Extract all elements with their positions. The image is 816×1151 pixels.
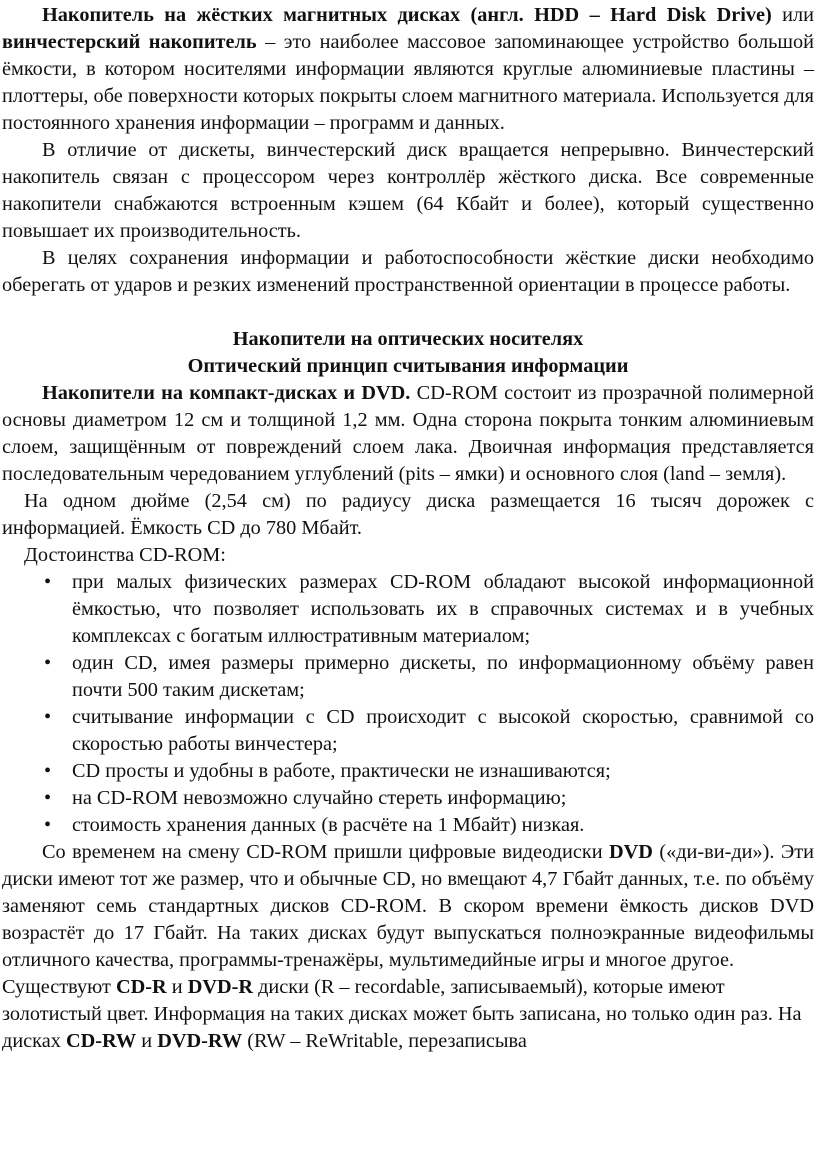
- hdd-care-paragraph: В целях сохранения информации и работоспособности жёсткие диски необходимо оберегать от ударов и резких изменений пространственной ориентации в процессе работы.: [2, 247, 814, 296]
- bullet-icon: •: [44, 760, 52, 782]
- winchester-paragraph: В отличие от дискеты, винчестерский диск вращается непрерывно. Винчестерский накопитель связан с процессором через контроллёр жёсткого диска. Все современные накопители снабжаются встроенным кэшем (64 Кбайт и более), который существенно повышает их производительность.: [2, 139, 814, 242]
- dvd-paragraph: Со временем на смену CD-ROM пришли цифровые видеодиски DVD («ди-ви-ди»). Эти диски имеют тот же размер, что и обычные CD, но вмещают 4,7 Гбайт данных, т.е. по объёму заменяют семь стандартных дисков CD-ROM. В скором времени ёмкость дисков DVD возрастёт до 17 Гбайт. На таких дисках будут выпускаться полноэкранные видеофильмы отличного качества, программы-тренажёры, мультимедийные игры и многое другое.: [2, 841, 815, 971]
- advantages-title: Достоинства CD-ROM:: [24, 544, 226, 566]
- dvd-rw-term: DVD-RW: [157, 1030, 243, 1052]
- dvd-term: DVD: [608, 841, 653, 863]
- section-heading: Накопители на оптических носителях: [232, 328, 584, 350]
- cd-r-term: CD-R: [116, 976, 167, 998]
- section-gap: [2, 299, 814, 326]
- cd-capacity-paragraph: На одном дюйме (2,54 см) по радиусу диска размещается 16 тысяч дорожек с информацией. Ёмкость CD до 780 Мбайт.: [2, 490, 814, 539]
- list-item: • CD просты и удобны в работе, практически не изнашиваются;: [2, 758, 814, 785]
- dvd-r-term: DVD-R: [187, 976, 254, 998]
- bullet-icon: •: [44, 814, 52, 836]
- hdd-paragraph: Накопитель на жёстких магнитных дисках (англ. HDD – Hard Disk Drive) или винчестерский накопитель – это наиболее массовое запоминающее устройство большой ёмкости, в котором носителями информации являются круглые алюминиевые пластины – плоттеры, обе поверхности которых покрыты слоем магнитного материала. Используется для постоянного хранения информации – программ и данных.: [2, 4, 815, 134]
- hdd-term: Накопитель на жёстких магнитных дисках (англ. HDD – Hard Disk Drive): [42, 4, 772, 26]
- bullet-icon: •: [44, 652, 52, 674]
- cd-rom-paragraph: Накопители на компакт-дисках и DVD. CD-ROM состоит из прозрачной полимерной основы диаметром 12 см и толщиной 1,2 мм. Одна сторона покрыта тонким алюминиевым слоем, защищённым от повреждений слоем лака. Двоичная информация представляется последовательным чередованием углублений (pits – ямки) и основного слоя (land – земля).: [2, 382, 814, 485]
- list-item: • на CD-ROM невозможно случайно стереть информацию;: [2, 785, 814, 812]
- recordable-paragraph: Существуют CD-R и DVD-R диски (R – recordable, записываемый), которые имеют золотистый цвет. Информация на таких дисках может быть записана, но только один раз. На дисках CD-RW и DVD-RW (RW – ReWritable, перезаписыва: [2, 976, 802, 1052]
- list-item: • один CD, имея размеры примерно дискеты, по информационному объёму равен почти 500 таким дискетам;: [44, 652, 814, 701]
- advantages-list: [2, 569, 814, 839]
- cd-dvd-lead: Накопители на компакт-дисках и DVD.: [42, 382, 411, 404]
- bullet-icon: •: [44, 706, 52, 728]
- bullet-icon: •: [44, 787, 52, 809]
- winchester-term: винчестерский накопитель: [2, 31, 257, 53]
- section-subheading: Оптический принцип считывания информации: [187, 355, 629, 377]
- list-item: • считывание информации с CD происходит с высокой скоростью, сравнимой со скоростью работы винчестера;: [44, 706, 814, 755]
- bullet-icon: •: [44, 571, 52, 593]
- list-item: • при малых физических размерах CD-ROM обладают высокой информационной ёмкостью, что позволяет использовать их в справочных системах и в учебных комплексах с богатым иллюстративным материалом;: [44, 571, 814, 647]
- cd-rw-term: CD-RW: [65, 1030, 137, 1052]
- list-item: • стоимость хранения данных (в расчёте на 1 Мбайт) низкая.: [2, 812, 814, 839]
